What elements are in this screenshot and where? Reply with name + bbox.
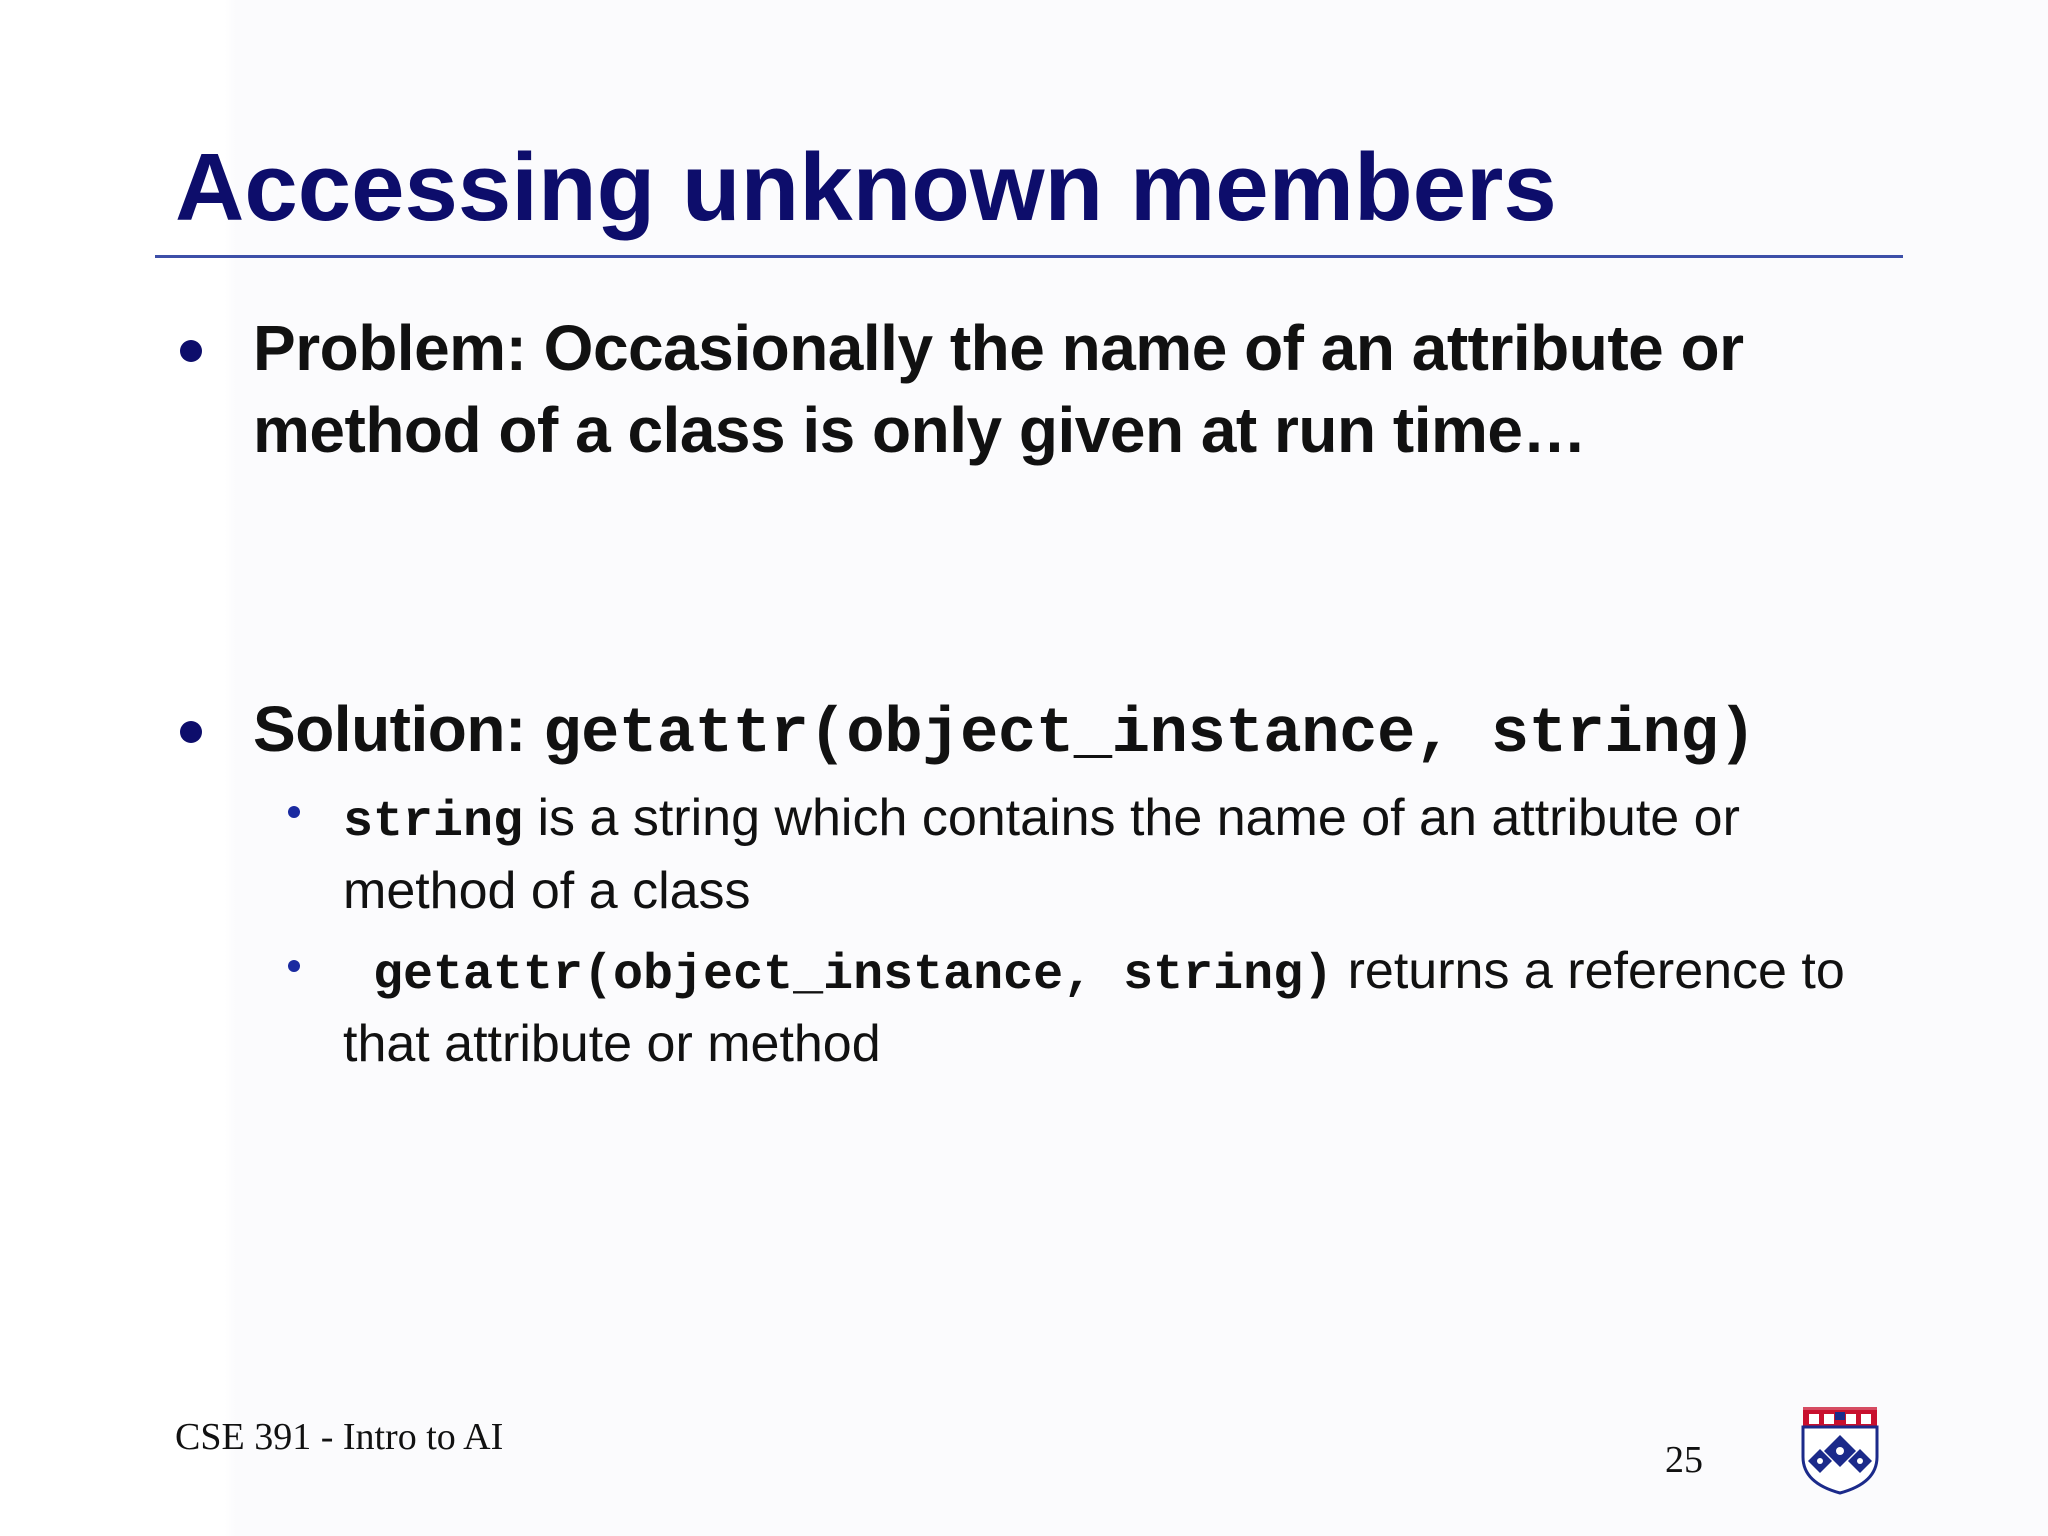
sub-bullet-string (343, 784, 1903, 925)
sub-bullet-code: getattr(object_instance, string) (343, 947, 1334, 1004)
sub-bullet-code: string (343, 794, 524, 851)
sub-bullet-getattr (343, 937, 1903, 1078)
bullet-problem: Problem: Occasionally the name of an attribute or method of a class is only given at run time… (253, 312, 1744, 466)
sub-bullet-dot (288, 806, 300, 818)
sub-bullet-text: returns a reference to that attribute or method (343, 942, 1845, 1073)
title-divider (155, 255, 1903, 258)
bullet-dot (180, 340, 202, 362)
slide-title: Accessing unknown members (175, 134, 1557, 241)
solution-label: Solution: (253, 693, 544, 765)
bullet-solution (253, 688, 1933, 776)
sub-bullet-dot (288, 960, 300, 972)
solution-code: getattr(object_instance, string) (543, 699, 1757, 771)
sub-bullet-text: is a string which contains the name of an attribute or method of a class (343, 789, 1740, 920)
page-number: 25 (1665, 1439, 1703, 1481)
bullet-dot (180, 721, 202, 743)
footer-course: CSE 391 - Intro to AI (175, 1416, 504, 1458)
university-shield-icon (1800, 1405, 1880, 1495)
